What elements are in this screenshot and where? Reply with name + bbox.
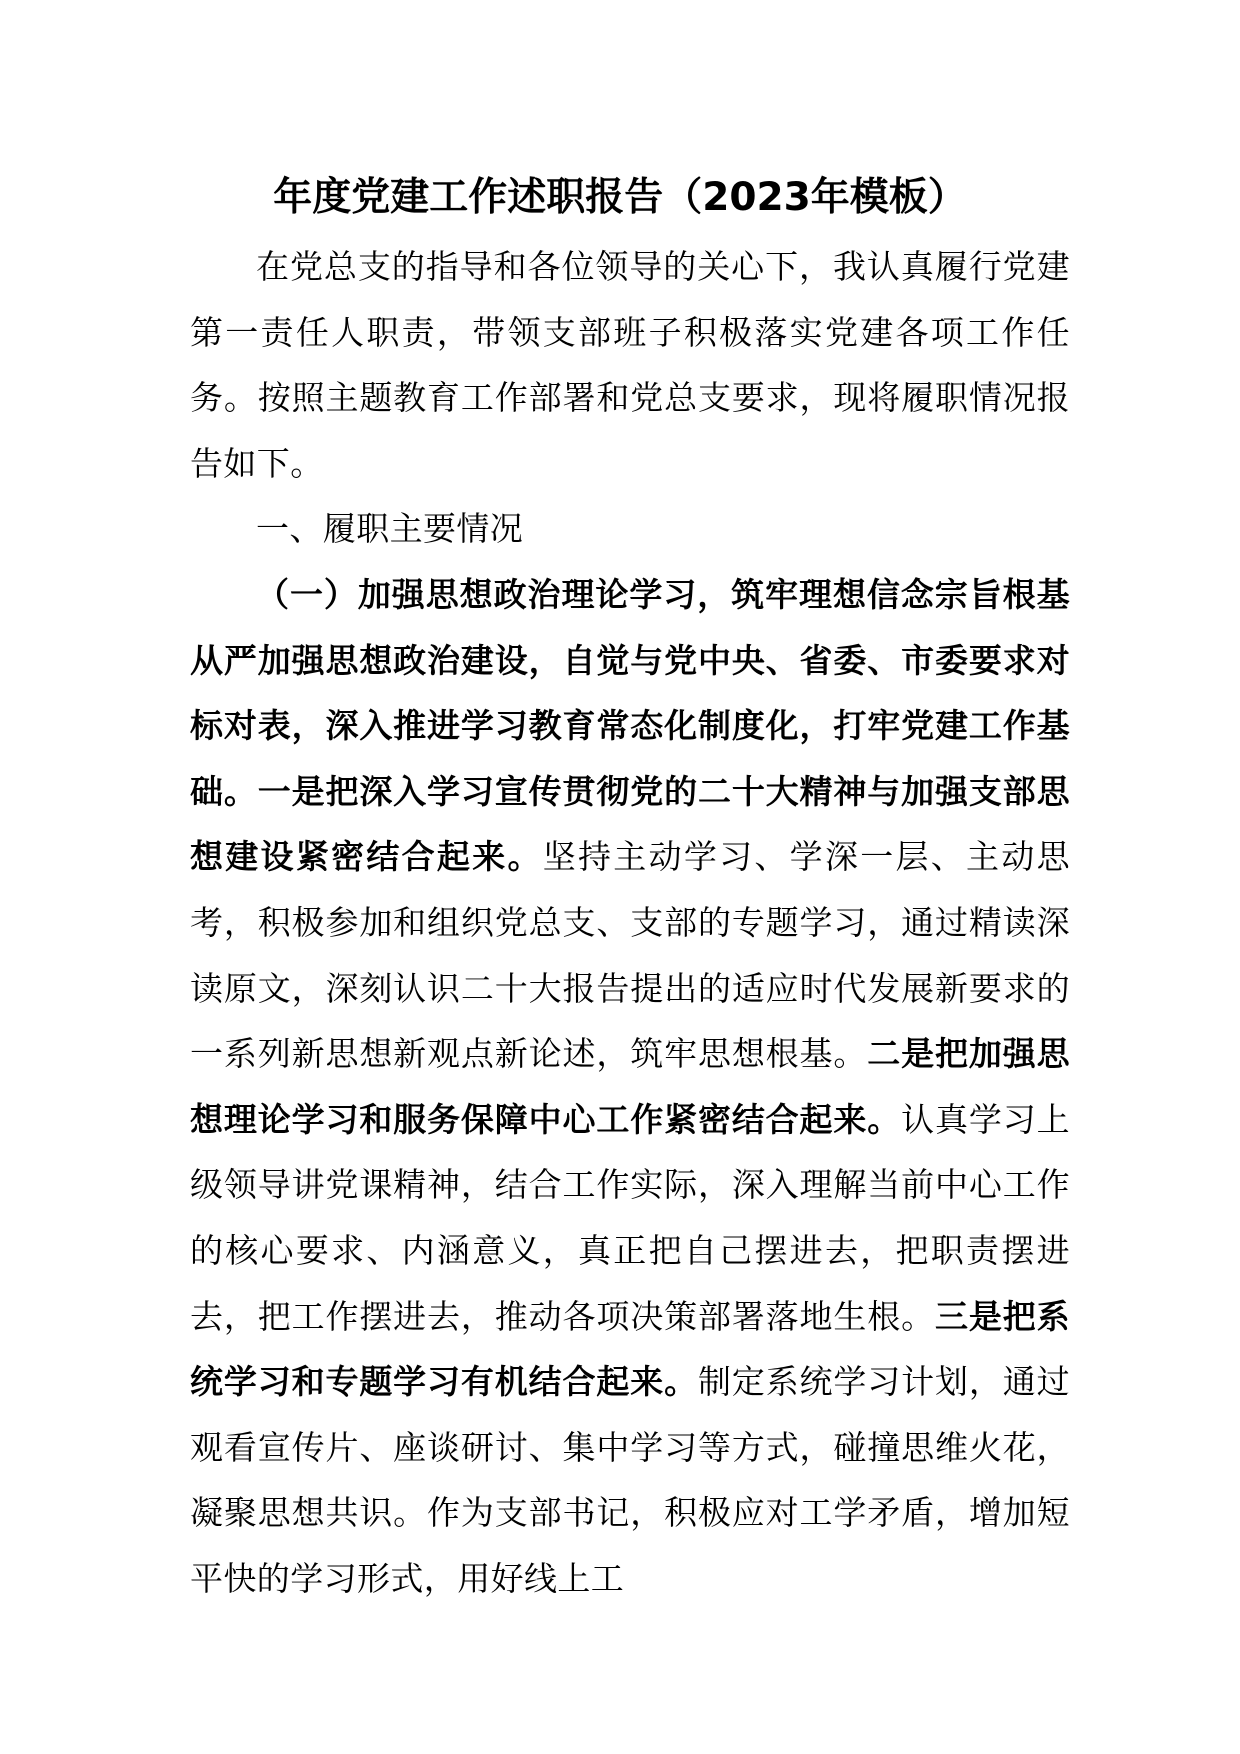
point2-title: 二是把加强思想理论学习和服务保障中心工作紧密结合起来。 [190, 1034, 1071, 1139]
point1-title: 一是把深入学习宣传贯彻党的二十大精神与加强支部思想建设紧密结合起来。 [190, 771, 1070, 877]
intro-paragraph: 在党总支的指导和各位领导的关心下，我认真履行党建第一责任人职责，带领支部班子积极落实党建各项工作任务。按照主题教育工作部署和党总支要求，现将履职情况报告如下。 [190, 247, 1070, 483]
document-body [190, 234, 1070, 1611]
point3-title: 三是把系统学习和专题学习有机结合起来。 [190, 1296, 1070, 1402]
subsection-lead: 从严加强思想政治建设，自觉与党中央、省委、市委要求对标对表，深入推进学习教育常态化制度化，打牢党建工作基础。 [190, 640, 1070, 811]
point1-text: 坚持主动学习、学深一层、主动思考，积极参加和组织党总支、支部的专题学习，通过精读深读原文，深刻认识二十大报告提出的适应时代发展新要求的一系列新思想新观点新论述，筑牢思想根基。 [190, 837, 1070, 1074]
document-title: 年度党建工作述职报告（2023年模板） [273, 175, 967, 220]
point3-text: 制定系统学习计划，通过观看宣传片、座谈研讨、集中学习等方式，碰撞思维火花，凝聚思想共识。作为支部书记，积极应对工学矛盾，增加短平快的学习形式，用好线上工 [190, 1362, 1071, 1598]
section-heading: 一、履职主要情况 [256, 509, 524, 549]
subsection-heading: （一）加强思想政治理论学习，筑牢理想信念宗旨根基 [256, 574, 1070, 614]
point2-text: 认真学习上级领导讲党课精神，结合工作实际，深入理解当前中心工作的核心要求、内涵意义，真正把自己摆进去，把职责摆进去，把工作摆进去，推动各项决策部署落地生根。 [190, 1099, 1070, 1336]
subsection-paragraph [190, 562, 1070, 1612]
